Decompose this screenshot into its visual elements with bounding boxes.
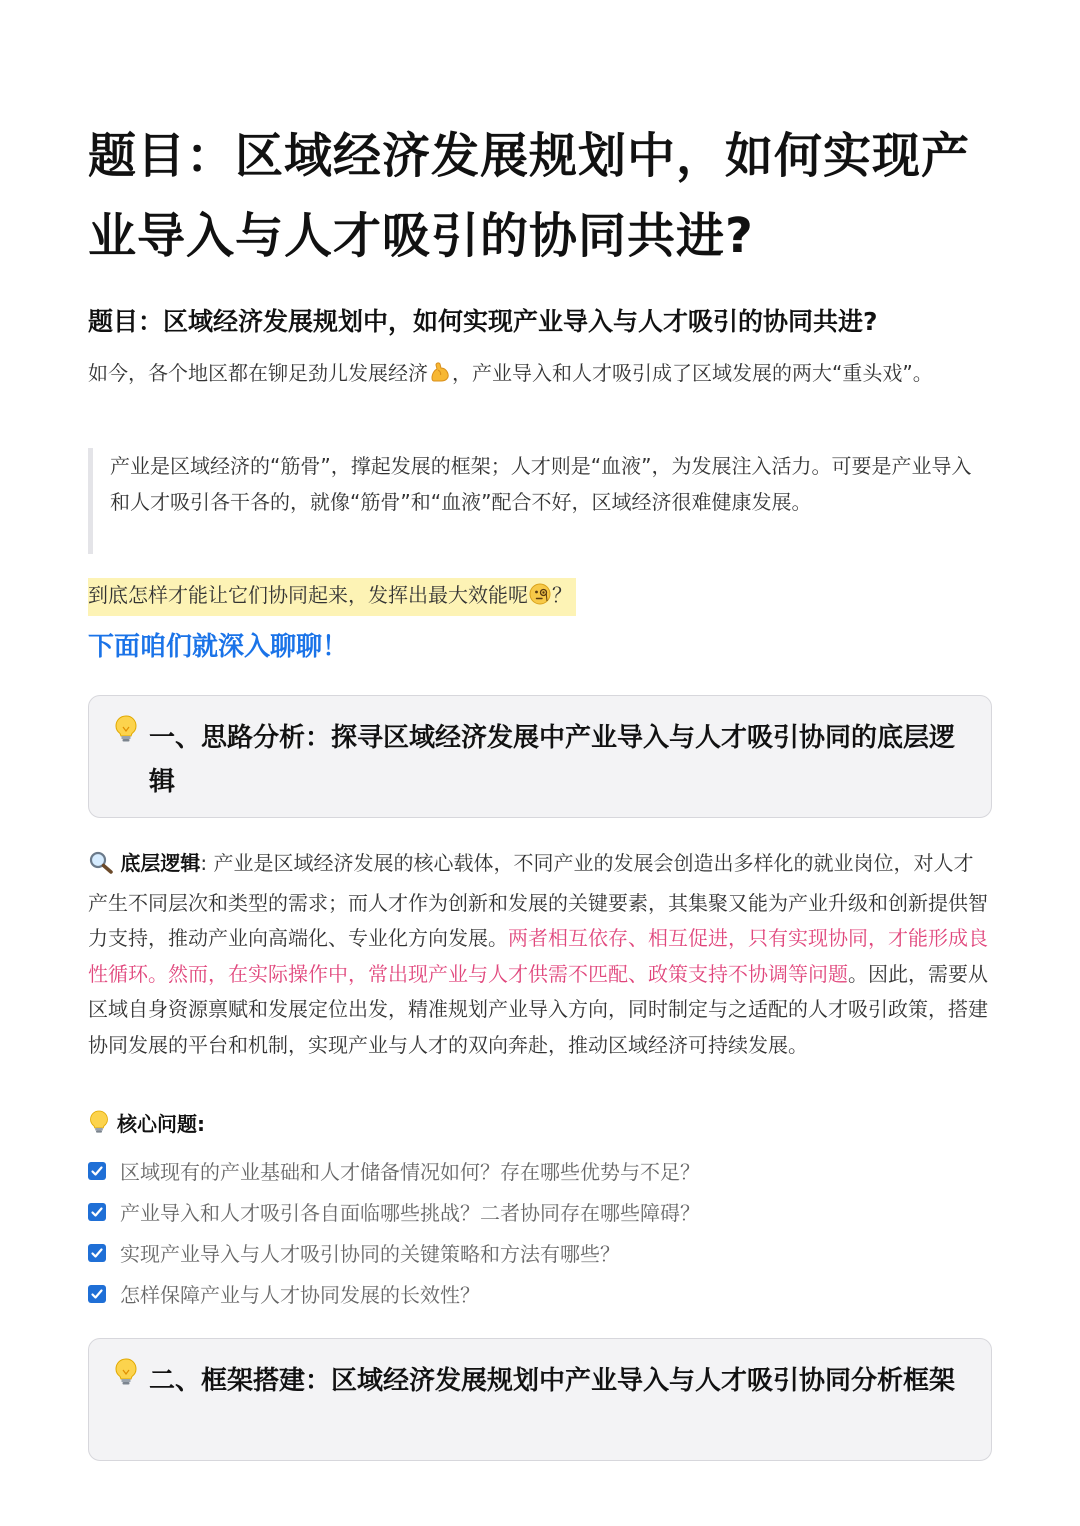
checkbox-checked-icon[interactable] — [88, 1244, 106, 1262]
logic-paragraph — [88, 846, 988, 1063]
list-item — [88, 1232, 988, 1273]
section-one-callout — [88, 695, 992, 818]
subtitle: 题目：区域经济发展规划中，如何实现产业导入与人才吸引的协同共进? — [88, 307, 878, 336]
checkbox-checked-icon[interactable] — [88, 1285, 106, 1303]
checkbox-checked-icon[interactable] — [88, 1162, 106, 1180]
list-item-text: 区域现有的产业基础和人才储备情况如何？存在哪些优势与不足？ — [120, 1160, 700, 1184]
section-two-title: 二、框架搭建：区域经济发展规划中产业导入与人才吸引协同分析框架 — [149, 1366, 956, 1396]
list-item-text: 实现产业导入与人才吸引协同的关键策略和方法有哪些？ — [120, 1242, 620, 1266]
checkbox-checked-icon[interactable] — [88, 1203, 106, 1221]
logic-colon: : — [200, 851, 214, 875]
list-item-text: 产业导入和人才吸引各自面临哪些挑战？二者协同存在哪些障碍？ — [120, 1201, 700, 1225]
blockquote: 产业是区域经济的“筋骨”，撑起发展的框架；人才则是“血液”，为发展注入活力。可要是产业导入和人才吸引各干各的，就像“筋骨”和“血液”配合不好，区域经济很难健康发展。 — [88, 448, 988, 554]
logic-emphasis: 两者相互依存、相互促进，只有实现协同，才能形成良性循环。然而，在实际操作中，常出现产业与人才供需不匹配、政策支持不协调等问题 — [88, 926, 988, 986]
list-item — [88, 1150, 988, 1191]
core-questions-heading — [88, 1106, 205, 1146]
flexed-biceps-icon — [428, 359, 452, 395]
intro-text-before: 如今，各个地区都在铆足劲儿发展经济 — [88, 361, 428, 385]
light-bulb-icon — [113, 1357, 139, 1387]
light-bulb-icon — [88, 1109, 110, 1146]
logic-text-2: 。因此，需要从区域自身资源禀赋和发展定位出发，精准规划产业导入方向，同时制定与之适配的人才吸引政策，搭建协同发展的平台和机制，实现产业与人才的双向奔赴，推动区域经济可持续发展。 — [88, 961, 988, 1057]
list-item-text: 怎样保障产业与人才协同发展的长效性？ — [120, 1283, 480, 1307]
logic-text-1: 产业是区域经济发展的核心载体，不同产业的发展会创造出多样化的就业岗位，对人才产生不同层次和类型的需求；而人才作为创新和发展的关键要素，其集聚又能为产业升级和创新提供智力支持，推动产业向高端化、专业化方向发展。 — [88, 851, 988, 950]
face-with-monocle-icon — [528, 582, 552, 616]
highlight-text-after: ？ — [552, 583, 572, 607]
core-colon: : — [196, 1112, 205, 1136]
intro-text-after: ，产业导入和人才吸引成了区域发展的两大“重头戏”。 — [452, 361, 933, 385]
core-questions-list — [88, 1150, 988, 1314]
list-item — [88, 1191, 988, 1232]
core-label: 核心问题 — [116, 1112, 197, 1136]
light-bulb-icon — [113, 714, 139, 744]
page-title: 题目：区域经济发展规划中，如何实现产业导入与人才吸引的协同共进? — [88, 128, 971, 264]
logic-label: 底层逻辑 — [120, 851, 201, 875]
intro-paragraph — [88, 355, 988, 395]
section-lead: 下面咱们就深入聊聊！ — [88, 632, 349, 662]
magnifier-icon — [88, 850, 114, 886]
highlighted-question — [88, 578, 576, 616]
section-two-callout — [88, 1338, 992, 1461]
highlight-text-before: 到底怎样才能让它们协同起来，发挥出最大效能呢 — [88, 583, 528, 607]
section-one-title: 一、思路分析：探寻区域经济发展中产业导入与人才吸引协同的底层逻辑 — [149, 723, 956, 797]
list-item — [88, 1273, 988, 1314]
